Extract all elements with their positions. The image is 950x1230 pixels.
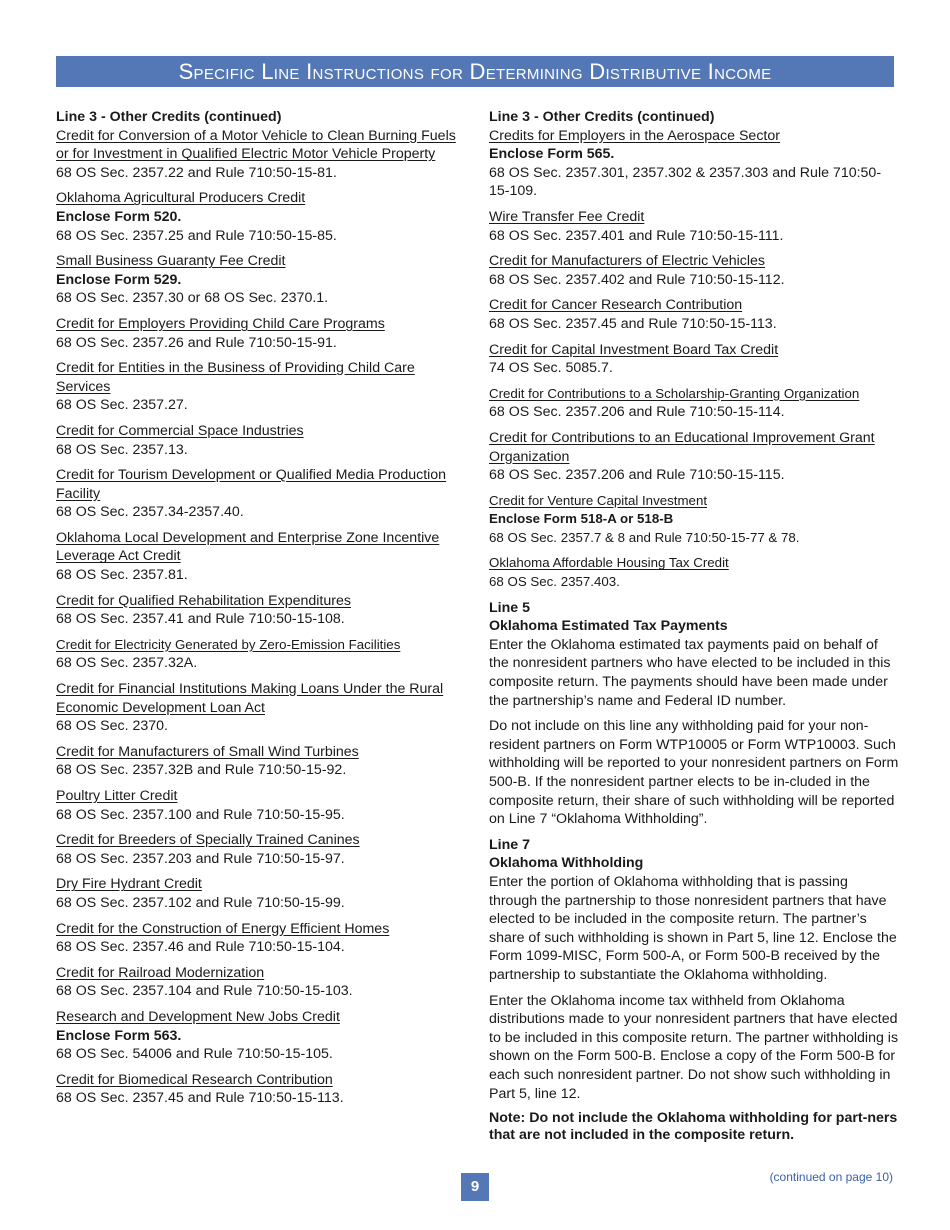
credit-entry — [56, 680, 456, 736]
credit-title: Credit for Commercial Space Industries — [56, 422, 304, 439]
credit-reference: 68 OS Sec. 2357.203 and Rule 710:50-15-97. — [56, 850, 345, 867]
credit-title: Credit for Capital Investment Board Tax Credit — [489, 341, 779, 358]
credit-reference: 68 OS Sec. 2357.7 & 8 and Rule 710:50-15-77 & 78. — [489, 529, 800, 545]
credit-title: Wire Transfer Fee Credit — [489, 208, 645, 225]
credit-entry — [56, 422, 456, 459]
credit-entry — [489, 429, 899, 485]
credit-entry — [56, 252, 456, 308]
credit-reference: 68 OS Sec. 2370. — [56, 718, 168, 735]
enclose-form: Enclose Form 565. — [489, 146, 615, 163]
credit-entry — [489, 554, 899, 591]
credit-title: Credit for Railroad Modernization — [56, 964, 265, 981]
credit-reference: 68 OS Sec. 2357.403. — [489, 574, 620, 590]
line7-paragraph: Enter the portion of Oklahoma withholding that is passing through the partnership to those nonresident partners that have elected to be included in the composite return. The partner’s share of such withholding is shown in Part 5, line 12. Enclose the Form 1099-MISC, Form 500-A, or Form 500-B received by the partnership to substantiate the Oklahoma withholding. — [489, 873, 897, 983]
credit-title: Credit for Biomedical Research Contribution — [56, 1071, 333, 1088]
credit-reference: 68 OS Sec. 2357.13. — [56, 441, 188, 458]
credit-entry — [56, 831, 456, 868]
credit-title: Credits for Employers in the Aerospace Sector — [489, 127, 780, 144]
credit-title: Credit for Manufacturers of Small Wind Turbines — [56, 743, 359, 760]
credit-reference: 68 OS Sec. 2357.81. — [56, 567, 188, 584]
credit-entry — [56, 466, 456, 522]
line7-note: Note: Do not include the Oklahoma withholding for part-ners that are not included in the composite return. — [489, 1110, 898, 1144]
credit-reference: 68 OS Sec. 2357.46 and Rule 710:50-15-104. — [56, 939, 345, 956]
credit-reference: 68 OS Sec. 2357.32B and Rule 710:50-15-92. — [56, 762, 347, 779]
credit-reference: 68 OS Sec. 2357.45 and Rule 710:50-15-113. — [56, 1090, 344, 1107]
credit-reference: 68 OS Sec. 2357.206 and Rule 710:50-15-114. — [489, 404, 785, 421]
line5-title: Oklahoma Estimated Tax Payments — [489, 618, 728, 635]
credit-entry — [489, 492, 899, 548]
credit-title: Small Business Guaranty Fee Credit — [56, 253, 286, 270]
credit-reference: 68 OS Sec. 2357.104 and Rule 710:50-15-103. — [56, 983, 353, 1000]
left-heading: Line 3 - Other Credits (continued) — [56, 109, 282, 125]
credit-entry — [489, 341, 899, 378]
right-column — [489, 108, 899, 1144]
credit-title: Credit for Contributions to a Scholarship-Granting Organization — [489, 385, 860, 401]
credit-entry — [56, 787, 456, 824]
credit-title: Credit for Electricity Generated by Zero-Emission Facilities — [56, 636, 401, 652]
credit-entry — [56, 875, 456, 912]
credit-entry — [56, 127, 456, 183]
credit-title: Credit for Manufacturers of Electric Vehicles — [489, 253, 765, 270]
enclose-form: Enclose Form 529. — [56, 271, 182, 288]
credit-reference: 68 OS Sec. 2357.30 or 68 OS Sec. 2370.1. — [56, 290, 329, 307]
continued-note[interactable]: (continued on page 10) — [769, 1170, 893, 1184]
line5-label: Line 5 — [489, 599, 530, 616]
credit-title: Credit for Employers Providing Child Care Programs — [56, 315, 385, 332]
credit-reference: 68 OS Sec. 54006 and Rule 710:50-15-105. — [56, 1046, 333, 1063]
credit-reference: 74 OS Sec. 5085.7. — [489, 360, 613, 377]
enclose-form: Enclose Form 563. — [56, 1027, 182, 1044]
credit-reference: 68 OS Sec. 2357.41 and Rule 710:50-15-108. — [56, 611, 345, 628]
credit-entry — [56, 920, 456, 957]
right-heading: Line 3 - Other Credits (continued) — [489, 109, 715, 125]
credit-title: Credit for Breeders of Specially Trained Canines — [56, 832, 360, 849]
left-column — [56, 108, 456, 1115]
credit-reference: 68 OS Sec. 2357.45 and Rule 710:50-15-113. — [489, 315, 777, 332]
credit-reference: 68 OS Sec. 2357.34-2357.40. — [56, 504, 244, 521]
credit-title: Oklahoma Agricultural Producers Credit — [56, 190, 306, 207]
credit-entry — [489, 296, 899, 333]
credit-reference: 68 OS Sec. 2357.100 and Rule 710:50-15-95. — [56, 806, 345, 823]
credit-title: Poultry Litter Credit — [56, 788, 178, 804]
credit-entry — [489, 208, 899, 245]
credit-title: Credit for Qualified Rehabilitation Expenditures — [56, 592, 351, 609]
credit-title: Oklahoma Affordable Housing Tax Credit — [489, 555, 729, 571]
credit-title: Credit for Contributions to an Educational Improvement Grant Organization — [489, 429, 875, 465]
credit-entry — [56, 1008, 456, 1064]
credit-entry — [489, 252, 899, 289]
credit-title: Credit for Financial Institutions Making Loans Under the Rural Economic Development Loan Act — [56, 681, 444, 716]
credit-entry — [56, 636, 456, 673]
enclose-form: Enclose Form 518-A or 518-B — [489, 511, 674, 527]
credit-reference: 68 OS Sec. 2357.25 and Rule 710:50-15-85. — [56, 227, 337, 244]
credit-entry — [489, 385, 899, 422]
credit-reference: 68 OS Sec. 2357.401 and Rule 710:50-15-111. — [489, 227, 784, 244]
credit-reference: 68 OS Sec. 2357.102 and Rule 710:50-15-99. — [56, 894, 345, 911]
credit-title: Dry Fire Hydrant Credit — [56, 876, 202, 893]
credit-title: Oklahoma Local Development and Enterprise Zone Incentive Leverage Act Credit — [56, 529, 440, 565]
credit-reference: 68 OS Sec. 2357.27. — [56, 397, 188, 414]
credit-entry — [489, 127, 899, 201]
line7-title: Oklahoma Withholding — [489, 855, 644, 872]
credit-reference: 68 OS Sec. 2357.26 and Rule 710:50-15-91. — [56, 334, 337, 351]
page-number: 9 — [461, 1173, 489, 1201]
line5-paragraph: Do not include on this line any withholding paid for your non-resident partners on Form WTP10005 or Form WTP10003. Such withholding will be reported to your nonresident partners on Form 500-B. If the nonresident partner elects to be in-cluded in the composite return, their share of such withholding will be reported on Line 7 “Oklahoma Withholding”. — [489, 718, 899, 828]
credit-entry — [56, 592, 456, 629]
credit-entry — [56, 359, 456, 415]
credit-entry — [56, 743, 456, 780]
credit-entry — [56, 315, 456, 352]
line7-label: Line 7 — [489, 836, 530, 853]
credit-reference: 68 OS Sec. 2357.206 and Rule 710:50-15-115. — [489, 467, 785, 484]
credit-reference: 68 OS Sec. 2357.301, 2357.302 & 2357.303 and Rule 710:50-15-109. — [489, 164, 882, 200]
line5-paragraph: Enter the Oklahoma estimated tax payments paid on behalf of the nonresident partners who have elected to be included in this composite return. The payments should have been made under the partnership’s name and Federal ID number. — [489, 636, 891, 709]
line7-paragraph: Enter the Oklahoma income tax withheld from Oklahoma distributions made to your nonresident partners that have elected to be included in this composite return. The partner withholding is shown on the Form 500-B. Enclose a copy of the Form 500-B for each such nonresident partner. Do not show such withholding in Part 5, line 12. — [489, 992, 899, 1102]
credit-title: Credit for Cancer Research Contribution — [489, 297, 743, 314]
credit-title: Credit for the Construction of Energy Efficient Homes — [56, 920, 390, 937]
credit-reference: 68 OS Sec. 2357.402 and Rule 710:50-15-112. — [489, 271, 785, 288]
section-banner: Specific Line Instructions for Determining Distributive Income — [56, 56, 894, 87]
enclose-form: Enclose Form 520. — [56, 208, 182, 225]
credit-entry — [56, 529, 456, 585]
credit-title: Credit for Entities in the Business of Providing Child Care Services — [56, 360, 415, 395]
credit-entry — [56, 964, 456, 1001]
credit-reference: 68 OS Sec. 2357.22 and Rule 710:50-15-81. — [56, 164, 337, 181]
credit-title: Credit for Venture Capital Investment — [489, 492, 708, 508]
credit-title: Research and Development New Jobs Credit — [56, 1008, 340, 1025]
credit-reference: 68 OS Sec. 2357.32A. — [56, 655, 198, 672]
credit-entry — [56, 1071, 456, 1108]
credit-title: Credit for Tourism Development or Qualified Media Production Facility — [56, 467, 447, 502]
credit-entry — [56, 189, 456, 245]
credit-title: Credit for Conversion of a Motor Vehicle to Clean Burning Fuels or for Investment in Qualified Electric Motor Vehicle Property — [56, 127, 456, 163]
